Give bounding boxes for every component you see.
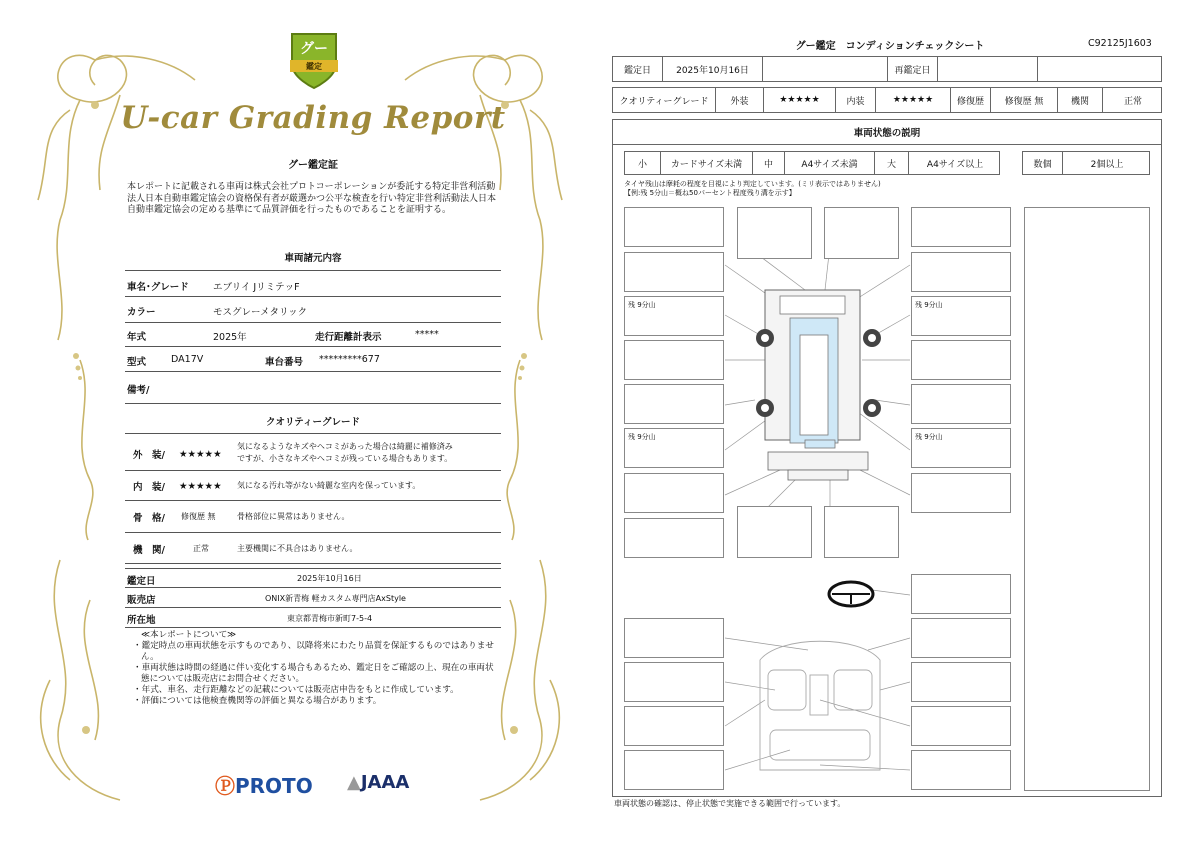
damage-box[interactable] [737,207,812,259]
mileage-label: 走行距離計表示 [315,332,382,343]
damage-box[interactable] [911,574,1011,614]
interior-desc: 気になる汚れ等がない綺麗な室内を保っています。 [237,481,421,490]
badge-bottom-text: 鑑定 [306,62,322,71]
legend-count-desc: 2個以上 [1090,159,1124,170]
legend-mid: 中 [753,152,785,174]
interior-stars: ★★★★★ [179,481,222,492]
condition-check-sheet [600,0,1200,848]
grade-label: クオリティーグレード [613,88,716,112]
damage-box[interactable] [911,706,1011,746]
damage-box[interactable] [624,340,724,380]
damage-box[interactable] [624,207,724,247]
damage-box[interactable] [624,252,724,292]
tire-note-2: 【例:残 5分山＝概ね50パーセント程度残り溝を示す】 [624,189,796,197]
quality-section-title: クオリティーグレード [265,417,361,428]
tire-front-left-box[interactable] [624,296,724,336]
model-label: 型式 [127,357,147,368]
certificate-title: グー鑑定証 [288,160,338,171]
legend-mid-desc: A4サイズ未満 [785,152,875,174]
badge-top-text: グー [300,41,328,57]
frame-label: 骨 格/ [133,513,165,524]
damage-box[interactable] [911,340,1011,380]
address-label: 所在地 [127,615,156,626]
frame-value: 修復歴 無 [181,512,216,521]
color-value: モスグレーメタリック [213,307,308,318]
color-label: カラー [127,307,156,318]
chassis-value: *********677 [319,354,380,365]
damage-box[interactable] [737,506,812,558]
quality-row-interior [125,471,501,501]
spec-row-year [125,323,501,347]
date-label: 鑑定日 [127,576,156,587]
legend-large-desc: A4サイズ以上 [926,159,984,170]
damage-box[interactable] [911,384,1011,424]
repair-value: 修復歴 無 [991,88,1058,112]
note-item: ・車両状態は時間の経過に伴い変化する場合もあるため、鑑定日をご確認の上、現在の車両状態については販売店にお問合せください。 [133,663,494,684]
note-item: ・年式、車名、走行距離などの記載については販売店申告をもとに作成しています。 [133,685,459,695]
damage-box[interactable] [911,750,1011,790]
damage-box[interactable] [624,384,724,424]
report-title: U-car Grading Report [120,100,506,136]
exterior-desc-2: ですが、小さなキズやヘコミが残っている場合もあります。 [237,454,453,463]
proto-mark-icon: Ⓟ [215,774,235,798]
name-value: エブリイ JリミテッF [213,282,300,293]
sheet-title: グー鑑定 コンディションチェックシート [795,41,985,52]
spec-row-name [125,270,501,297]
inspect-date-value: 2025年10月16日 [663,57,763,81]
chassis-label: 車台番号 [265,357,304,368]
spec-row-color [125,297,501,323]
notes-title: ≪本レポートについて≫ [141,630,237,640]
ext-label: 外装 [716,88,764,112]
car-top-view-icon [756,290,881,480]
damage-box[interactable] [911,618,1011,658]
sheet-code: C92125J1603 [1088,38,1152,49]
remarks-label: 備考/ [127,385,150,396]
damage-box[interactable] [911,473,1011,513]
spec-row-remarks [125,372,501,404]
tire-front-right-value: 残 9分山 [915,301,943,309]
damage-box[interactable] [824,207,899,259]
logos [215,770,415,800]
mileage-value: ***** [415,329,439,340]
spec-row-model [125,347,501,372]
exterior-stars: ★★★★★ [179,449,222,460]
jaaa-mark-icon: ▲ [347,772,361,793]
engine-label: 機関 [1058,88,1103,112]
tire-front-left-value: 残 9分山 [628,301,656,309]
jaaa-logo: ▲JAAA [347,772,410,793]
quality-row-engine [125,533,501,564]
inspect-date-label: 鑑定日 [613,57,663,81]
shop-value: ONIX新青梅 軽カスタム専門店AxStyle [265,594,406,603]
report-content [120,0,506,848]
goo-kantei-badge [288,30,340,94]
tire-note-1: タイヤ残山は摩耗の程度を目視により判定しています。(ミリ表示ではありません) [624,180,881,188]
repair-label: 修復歴 [951,88,991,112]
engine-value: 正常 [1123,96,1142,107]
comment-box[interactable] [1024,207,1150,791]
int-label: 内装 [836,88,876,112]
interior-label: 内 装/ [133,482,165,493]
engine-desc: 主要機関に不具合はありません。 [237,544,358,553]
tire-front-right-box[interactable] [911,296,1011,336]
shop-label: 販売店 [127,595,156,606]
quality-row-frame [125,501,501,533]
proto-logo: ⓅPROTO [215,774,313,798]
engine-value: 正常 [193,544,209,553]
quality-row-exterior [125,433,501,471]
damage-box[interactable] [824,506,899,558]
tire-rear-right-value: 残 9分山 [915,433,943,441]
damage-box[interactable] [911,207,1011,247]
model-value: DA17V [171,354,204,365]
car-interior-view-icon [760,641,880,770]
reinspect-date-label: 再鑑定日 [888,57,938,81]
footer-note: 車両状態の確認は、停止状態で実施できる範囲で行っています。 [614,799,846,808]
date-value: 2025年10月16日 [297,574,362,583]
certificate-body: 本レポートに記載される車両は株式会社プロトコーポレーションが委託する特定非営利活動法人日本自動車鑑定協会の資格保有者が厳選かつ公平な検査を行い特定非営利活動法人日本自動車鑑定協会の定める基準にて品質評価を行ったものであることを証明する。 [127,182,497,215]
damage-box[interactable] [911,252,1011,292]
exterior-label: 外 装/ [133,450,165,461]
frame-desc: 骨格部位に異常はありません。 [237,512,350,521]
damage-box[interactable] [624,473,724,513]
tire-rear-left-box[interactable] [624,428,724,468]
damage-box[interactable] [911,662,1011,702]
legend-small-desc: カードサイズ未満 [661,152,753,174]
damage-box[interactable] [624,618,724,658]
damage-box[interactable] [624,662,724,702]
steering-wheel-icon [829,582,873,606]
info-row-date [125,568,501,588]
name-label: 車名･グレード [127,282,189,293]
legend-count: 数個 [1023,152,1063,174]
tire-rear-left-value: 残 9分山 [628,433,656,441]
legend-large: 大 [875,152,909,174]
condition-section-title: 車両状態の説明 [613,120,1161,145]
info-row-address [125,608,501,628]
damage-box[interactable] [624,706,724,746]
ext-stars: ★★★★★ [764,88,836,112]
int-stars: ★★★★★ [876,88,951,112]
year-label: 年式 [127,332,147,343]
note-item: ・鑑定時点の車両状態を示すものであり、以降将来にわたり品質を保証するものではありません。 [133,641,494,662]
engine-label: 機 関/ [133,545,165,556]
tire-rear-right-box[interactable] [911,428,1011,468]
exterior-desc-1: 気になるようなキズやヘコミがあった場合は綺麗に補修済み [237,442,453,451]
spec-section-title: 車両諸元内容 [284,253,342,264]
damage-box[interactable] [624,750,724,790]
legend-small: 小 [625,152,661,174]
year-value: 2025年 [213,332,247,343]
report-notes [129,630,501,707]
address-value: 東京都青梅市新町7-5-4 [287,614,373,623]
info-row-shop [125,588,501,608]
damage-box[interactable] [624,518,724,558]
note-item: ・評価については他検査機関等の評価と異なる場合があります。 [133,696,382,706]
